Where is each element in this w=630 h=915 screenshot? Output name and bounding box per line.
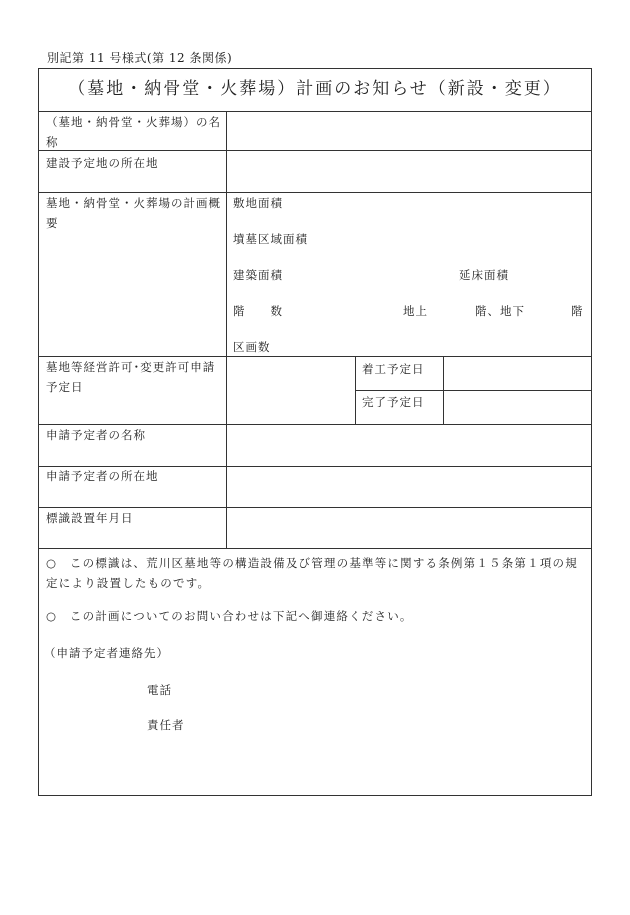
permit-date-label: 墓地等経営許可･変更許可申請予定日	[46, 360, 216, 394]
form-id: 別記第 11 号様式(第 12 条関係)	[47, 51, 233, 65]
person-label: 責任者	[147, 718, 185, 732]
sign-date-label: 標識設置年月日	[46, 511, 134, 525]
floors-suffix2-label: 階	[571, 304, 584, 318]
above-ground-label: 地上	[403, 304, 428, 318]
form-title: （墓地・納骨堂・火葬場）計画のお知らせ（新設・変更）	[68, 79, 562, 99]
phone-label: 電話	[147, 683, 172, 697]
finish-date-label: 完了予定日	[362, 395, 425, 409]
inquiry-notice: ○ この計画についてのお問い合わせは下記へ御連絡ください。	[46, 609, 413, 623]
notice-form	[38, 68, 592, 796]
floors-suffix-label: 階、地下	[475, 304, 525, 318]
divider	[355, 390, 591, 391]
column-divider	[443, 356, 444, 424]
building-area-label: 建築面積	[233, 268, 283, 282]
column-divider	[226, 111, 227, 548]
floors-label: 階 数	[233, 304, 283, 318]
location-label: 建設予定地の所在地	[46, 156, 159, 170]
applicant-address-label: 申請予定者の所在地	[46, 469, 159, 483]
applicant-name-label: 申請予定者の名称	[46, 428, 146, 442]
regulation-notice: ○ この標識は、荒川区墓地等の構造設備及び管理の基準等に関する条例第１５条第１項の規定により設置したものです。	[46, 556, 578, 590]
start-date-label: 着工予定日	[362, 362, 425, 376]
column-divider	[355, 356, 356, 424]
contact-heading: （申請予定者連絡先）	[44, 646, 169, 660]
divider	[39, 548, 591, 549]
grave-area-label: 墳墓区域面積	[233, 232, 308, 246]
facility-name-label: （墓地・納骨堂・火葬場）の名称	[46, 115, 221, 149]
plan-overview-label: 墓地・納骨堂・火葬場の計画概要	[46, 196, 221, 230]
plot-count-label: 区画数	[233, 340, 271, 354]
site-area-label: 敷地面積	[233, 196, 283, 210]
total-floor-area-label: 延床面積	[459, 268, 509, 282]
